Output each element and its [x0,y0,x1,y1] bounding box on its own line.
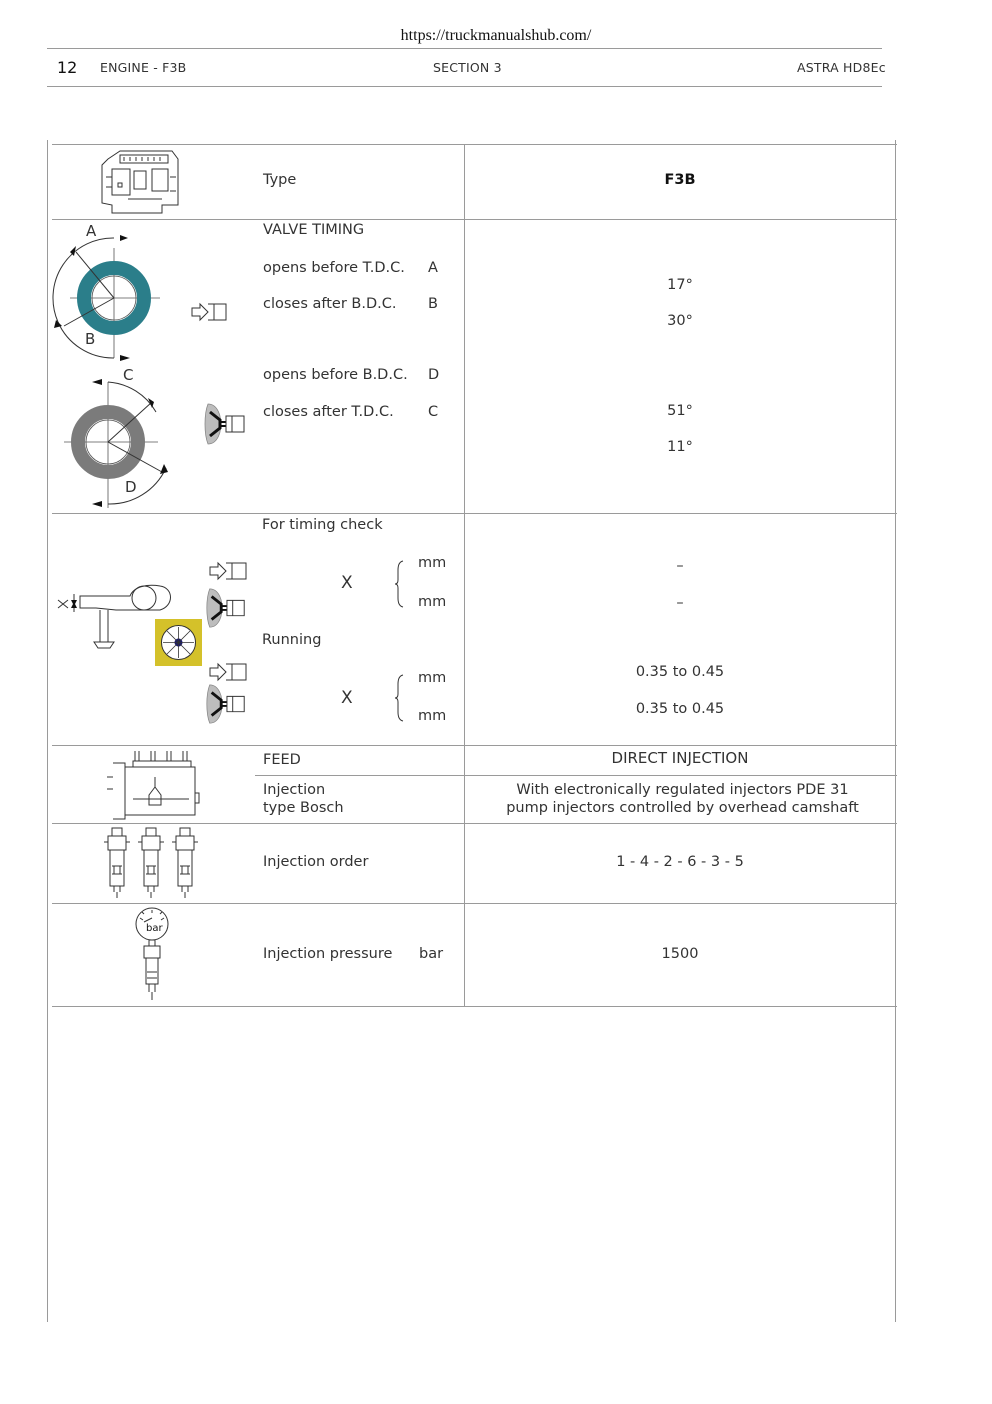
table-column-divider [464,144,465,1007]
page-right-border [895,140,896,1322]
injection-pressure-unit: bar [419,946,444,962]
type-value: F3B [664,172,696,188]
timing-check-intake-value: – [676,558,684,574]
clearance-x-label: X [341,573,353,593]
running-exhaust-value: 0.35 to 0.45 [635,701,725,717]
intake-valve-icon [190,300,228,324]
injection-pump-icon [105,749,201,819]
injection-type-value-2: pump injectors controlled by overhead camshaft [506,800,859,816]
injection-order-value: 1 - 4 - 2 - 6 - 3 - 5 [616,854,744,870]
brace-icon [395,560,405,608]
header-bottom-rule [47,86,882,87]
intake-valve-icon [208,559,248,583]
injection-pressure-label: Injection pressure [263,946,393,962]
unit-mm: mm [418,708,447,724]
page-left-border [47,140,48,1322]
intake-close-value: 30° [667,313,693,329]
unit-mm: mm [418,670,447,686]
running-intake-value: 0.35 to 0.45 [635,664,725,680]
clearance-x-label: X [341,688,353,708]
running-title: Running [262,632,322,648]
pressure-gauge-icon [132,906,172,1004]
exhaust-close-label: closes after T.D.C. [263,404,394,420]
exhaust-open-value: 51° [667,403,693,419]
injection-type-value-1: With electronically regulated injectors PDE 31 [516,782,849,798]
feed-label: FEED [263,752,301,768]
valve-timing-title: VALVE TIMING [263,222,365,238]
exhaust-close-letter: C [428,404,439,420]
table-rule [52,513,897,514]
header-right: ASTRA HD8Ec [797,60,886,75]
table-rule [52,1006,897,1007]
engine-icon [98,147,182,215]
header-top-rule [47,48,882,49]
page-number: 12 [57,58,78,77]
injection-order-label: Injection order [263,854,369,870]
header-center: SECTION 3 [433,60,502,75]
diagram-label-c: C [123,366,134,384]
injection-type-label-1: Injection [263,782,326,798]
exhaust-valve-icon [204,681,248,727]
table-rule [52,745,897,746]
header-left: ENGINE - F3B [100,60,187,75]
table-rule [52,219,897,220]
exhaust-valve-icon [204,585,248,631]
exhaust-close-value: 11° [667,439,693,455]
feed-value: DIRECT INJECTION [611,749,749,767]
intake-timing-diagram [50,222,220,362]
injectors-icon [104,826,202,900]
exhaust-open-label: opens before B.D.C. [263,367,408,383]
table-rule [52,903,897,904]
exhaust-open-letter: D [428,367,440,383]
table-rule [52,823,897,824]
source-url[interactable]: https://truckmanualshub.com/ [400,27,592,44]
table-rule [255,775,897,776]
injection-pressure-value: 1500 [661,946,699,962]
gauge-label: bar [146,923,163,934]
exhaust-valve-icon [204,400,246,448]
unit-mm: mm [418,555,447,571]
table-rule [52,144,897,145]
injection-type-label-2: type Bosch [263,800,344,816]
intake-close-label: closes after B.D.C. [263,296,397,312]
exhaust-timing-diagram [58,372,188,512]
unit-mm: mm [418,594,447,610]
timing-check-title: For timing check [262,517,383,533]
intake-open-label: opens before T.D.C. [263,260,405,276]
type-label: Type [263,172,297,188]
diagram-label-a: A [86,222,97,240]
intake-open-value: 17° [667,277,693,293]
intake-open-letter: A [428,260,438,276]
intake-close-letter: B [428,296,438,312]
timing-check-exhaust-value: – [676,595,684,611]
brace-icon [395,674,405,722]
diagram-label-b: B [85,330,96,348]
flywheel-icon [155,619,202,666]
diagram-label-d: D [125,478,137,496]
